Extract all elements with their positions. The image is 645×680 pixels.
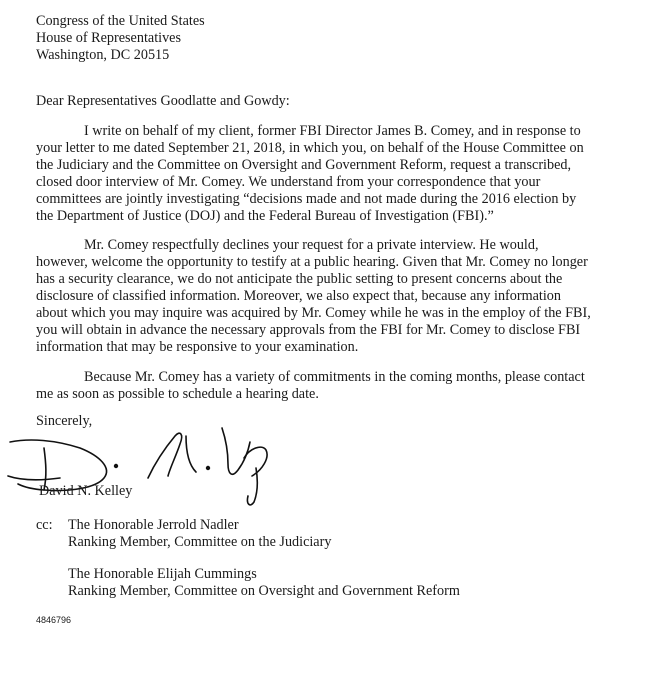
- cc-recipient-name: The Honorable Jerrold Nadler: [68, 517, 239, 533]
- document-number: 4846796: [36, 615, 72, 625]
- signer-name: David N. Kelley: [39, 483, 133, 499]
- sender-address: [36, 13, 205, 64]
- address-line-3: Washington, DC 20515: [36, 47, 170, 63]
- closing: Sincerely,: [36, 413, 93, 429]
- paragraph-line: your letter to me dated September 21, 2018, in which you, on behalf of the House Committee on: [36, 140, 584, 156]
- paragraph-line: information that may be responsive to your examination.: [36, 339, 359, 355]
- paragraph-1: [36, 123, 584, 225]
- paragraph-line: however, welcome the opportunity to testify at a public hearing. Given that Mr. Comey no longer: [36, 254, 588, 270]
- paragraph-line: about which you may inquire was acquired by Mr. Comey while he was in the employ of the FBI,: [36, 305, 591, 321]
- cc-recipient-2: [68, 566, 460, 600]
- cc-recipient-title: Ranking Member, Committee on the Judiciary: [68, 534, 332, 550]
- paragraph-line: I write on behalf of my client, former FBI Director James B. Comey, and in response to: [84, 123, 581, 139]
- cc-label: cc:: [36, 517, 53, 533]
- paragraph-2: [36, 237, 591, 356]
- cc-recipient-1: [68, 517, 331, 551]
- paragraph-line: has a security clearance, we do not anticipate the public setting to present concerns about the: [36, 271, 563, 287]
- paragraph-line: Mr. Comey respectfully declines your request for a private interview. He would,: [84, 237, 539, 253]
- handwritten-signature: [0, 418, 300, 528]
- address-line-2: House of Representatives: [36, 30, 181, 46]
- paragraph-line: closed door interview of Mr. Comey. We understand from your correspondence that your: [36, 174, 541, 190]
- paragraph-line: me as soon as possible to schedule a hearing date.: [36, 386, 319, 402]
- cc-recipient-name: The Honorable Elijah Cummings: [68, 566, 257, 582]
- paragraph-line: the Department of Justice (DOJ) and the Federal Bureau of Investigation (FBI).”: [36, 208, 494, 224]
- paragraph-3: [36, 369, 585, 403]
- paragraph-line: the Judiciary and the Committee on Oversight and Government Reform, request a transcribed,: [36, 157, 572, 173]
- address-line-1: Congress of the United States: [36, 13, 205, 29]
- paragraph-line: disclosure of classified information. Moreover, we also expect that, because any information: [36, 288, 561, 304]
- paragraph-line: Because Mr. Comey has a variety of commitments in the coming months, please contact: [84, 369, 585, 385]
- salutation: Dear Representatives Goodlatte and Gowdy:: [36, 93, 290, 109]
- paragraph-line: you will obtain in advance the necessary approvals from the FBI for Mr. Comey to disclose FBI: [36, 322, 581, 338]
- cc-recipient-title: Ranking Member, Committee on Oversight and Government Reform: [68, 583, 460, 599]
- paragraph-line: committees are jointly investigating “decisions made and not made during the 2016 election by: [36, 191, 577, 207]
